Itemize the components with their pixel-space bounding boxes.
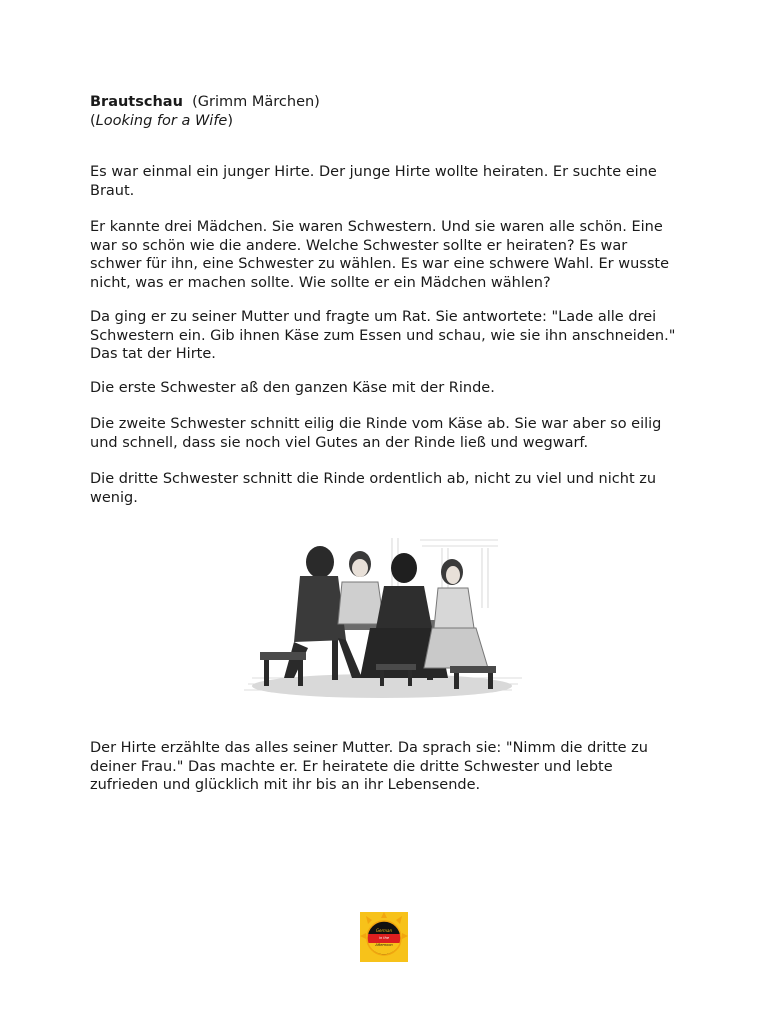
svg-text:German: German — [375, 928, 393, 933]
paragraph-4: Die erste Schwester aß den ganzen Käse mit der Rinde. — [90, 380, 495, 396]
paragraph-3: Da ging er zu seiner Mutter und fragte um Rat. Sie antwortete: "Lade alle drei Schwestern ein. Gib ihnen Käse zum Essen und schau, wie sie ihn anschneiden." Das tat der Hirte. — [90, 309, 676, 363]
sun-german-flag-logo-icon — [360, 912, 408, 962]
paragraph-6: Die dritte Schwester schnitt die Rinde ordentlich ab, nicht zu viel und nicht zu wenig. — [90, 471, 657, 506]
paragraph-7: Der Hirte erzählte das alles seiner Mutter. Da sprach sie: "Nimm die dritte zu deiner Frau." Das machte er. Er heiratete die dritte Schwester und lebte zufrieden und glücklich mit ihr bis an ihr Lebensende. — [90, 740, 648, 794]
title-main: Brautschau — [90, 94, 183, 110]
title-source: (Grimm Märchen) — [192, 94, 320, 110]
svg-text:Afternoon: Afternoon — [375, 943, 393, 947]
story-subtitle — [90, 112, 233, 131]
paragraph-5: Die zweite Schwester schnitt eilig die Rinde vom Käse ab. Sie war aber so eilig und schnell, dass sie noch viel Gutes an der Rinde ließ und wegwarf. — [90, 416, 662, 451]
story-title — [90, 93, 320, 112]
subtitle-open-paren: ( — [90, 113, 96, 129]
engraving-four-people-at-table-icon — [242, 528, 526, 700]
paragraph-2: Er kannte drei Mädchen. Sie waren Schwestern. Und sie waren alle schön. Eine war so schön wie die andere. Welche Schwester sollte er heiraten? Es war schwer für ihn, eine Schwester zu wählen. Es war eine schwere Wahl. Er wusste nicht, was er machen sollte. Wie sollte er ein Mädchen wählen? — [90, 219, 670, 292]
svg-text:in the: in the — [378, 936, 390, 940]
subtitle-close-paren: ) — [227, 113, 234, 129]
title-translation: Looking for a Wife — [95, 113, 228, 129]
paragraph-1: Es war einmal ein junger Hirte. Der junge Hirte wollte heiraten. Er suchte eine Braut. — [90, 164, 657, 199]
